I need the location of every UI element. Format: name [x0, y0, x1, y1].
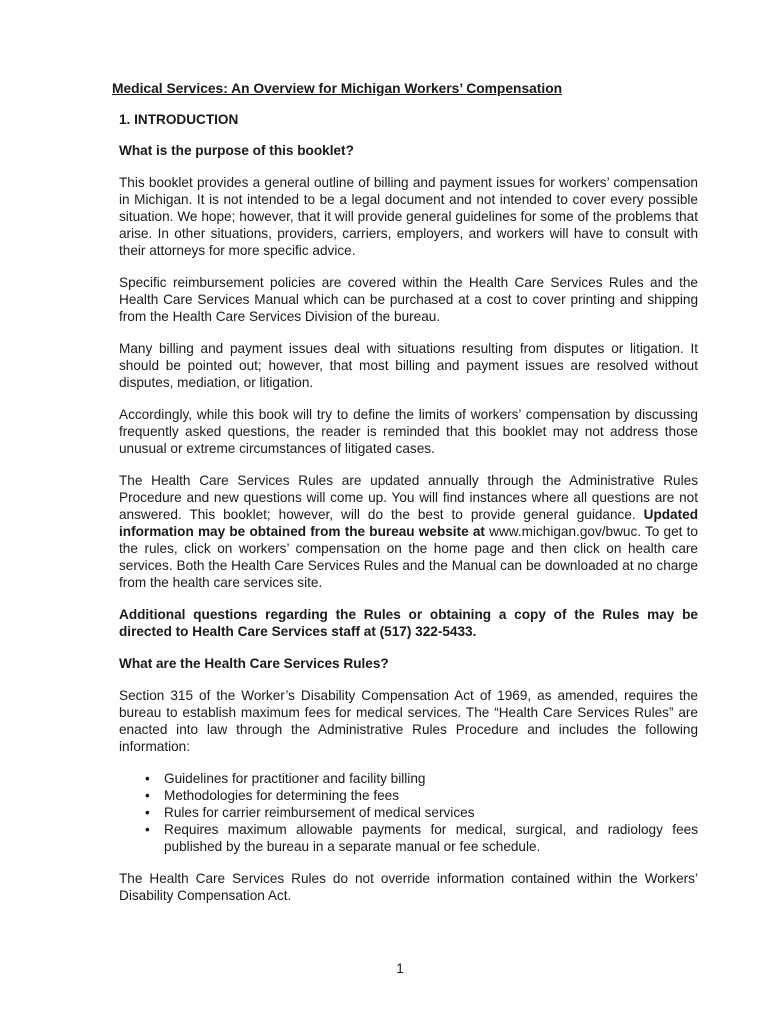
list-item	[145, 787, 698, 804]
paragraph-reimbursement-policies: Specific reimbursement policies are covered within the Health Care Services Rules and the Health Care Services Manual which can be purchased at a cost to cover printing and shipping from the Health Care Services Division of the bureau.	[119, 275, 698, 324]
list-item-text: Rules for carrier reimbursement of medical services	[164, 805, 475, 820]
list-item-text: Requires maximum allowable payments for medical, surgical, and radiology fees published by the bureau in a separate manual or fee schedule.	[164, 822, 698, 854]
list-item-text: Guidelines for practitioner and facility billing	[164, 771, 426, 786]
bullet-icon: •	[145, 822, 150, 837]
question-heading-purpose: What is the purpose of this booklet?	[119, 143, 354, 158]
rules-bullet-list	[119, 770, 698, 855]
paragraph-act-override: The Health Care Services Rules do not override information contained within the Workers’ Disability Compensation Act.	[119, 871, 698, 903]
document-title: Medical Services: An Overview for Michigan Workers’ Compensation	[112, 81, 563, 96]
paragraph-contact: Additional questions regarding the Rules or obtaining a copy of the Rules may be directed to Health Care Services staff at (517) 322-5433.	[119, 607, 698, 639]
bullet-icon: •	[145, 805, 150, 820]
paragraph-section-315: Section 315 of the Worker’s Disability Compensation Act of 1969, as amended, requires the bureau to establish maximum fees for medical services. The “Health Care Services Rules” are enacted into law through the Administrative Rules Procedure and includes the following information:	[119, 688, 698, 754]
list-item	[145, 804, 698, 821]
question-heading-rules: What are the Health Care Services Rules?	[119, 656, 389, 671]
paragraph-limits: Accordingly, while this book will try to define the limits of workers’ compensation by discussing frequently asked questions, the reader is reminded that this booklet may not address those unusual or extreme circumstances of litigated cases.	[119, 407, 698, 456]
paragraph-updates-text-2: www.michigan.gov/bwuc. To get to the rules, click on workers’ compensation on the home page and then click on health care services. Both the Health Care Services Rules and the Manual can be downloaded at no charge from the health care services site.	[119, 524, 698, 590]
document-body	[112, 80, 698, 919]
paragraph-updates-bold: Updated information may be obtained from the bureau website at	[119, 507, 698, 539]
list-item-text: Methodologies for determining the fees	[164, 788, 400, 803]
list-item	[145, 770, 698, 787]
list-item	[145, 821, 698, 855]
paragraph-disputes: Many billing and payment issues deal with situations resulting from disputes or litigation. It should be pointed out; however, that most billing and payment issues are resolved without disputes, mediation, or litigation.	[119, 341, 698, 390]
bullet-icon: •	[145, 771, 150, 786]
paragraph-purpose: This booklet provides a general outline of billing and payment issues for workers’ compensation in Michigan. It is not intended to be a legal document and not intended to cover every possible situation. We hope; however, that it will provide general guidelines for some of the problems that arise. In other situations, providers, carriers, employers, and workers will have to consult with their attorneys for more specific advice.	[119, 175, 698, 258]
section-heading: 1. INTRODUCTION	[119, 112, 239, 127]
page-number: 1	[396, 961, 404, 976]
paragraph-updates	[119, 472, 698, 591]
bullet-icon: •	[145, 788, 150, 803]
paragraph-updates-text-1: The Health Care Services Rules are updated annually through the Administrative Rules Procedure and new questions will come up. You will find instances where all questions are not answered. This booklet; however, will do the best to provide general guidance.	[119, 473, 698, 522]
